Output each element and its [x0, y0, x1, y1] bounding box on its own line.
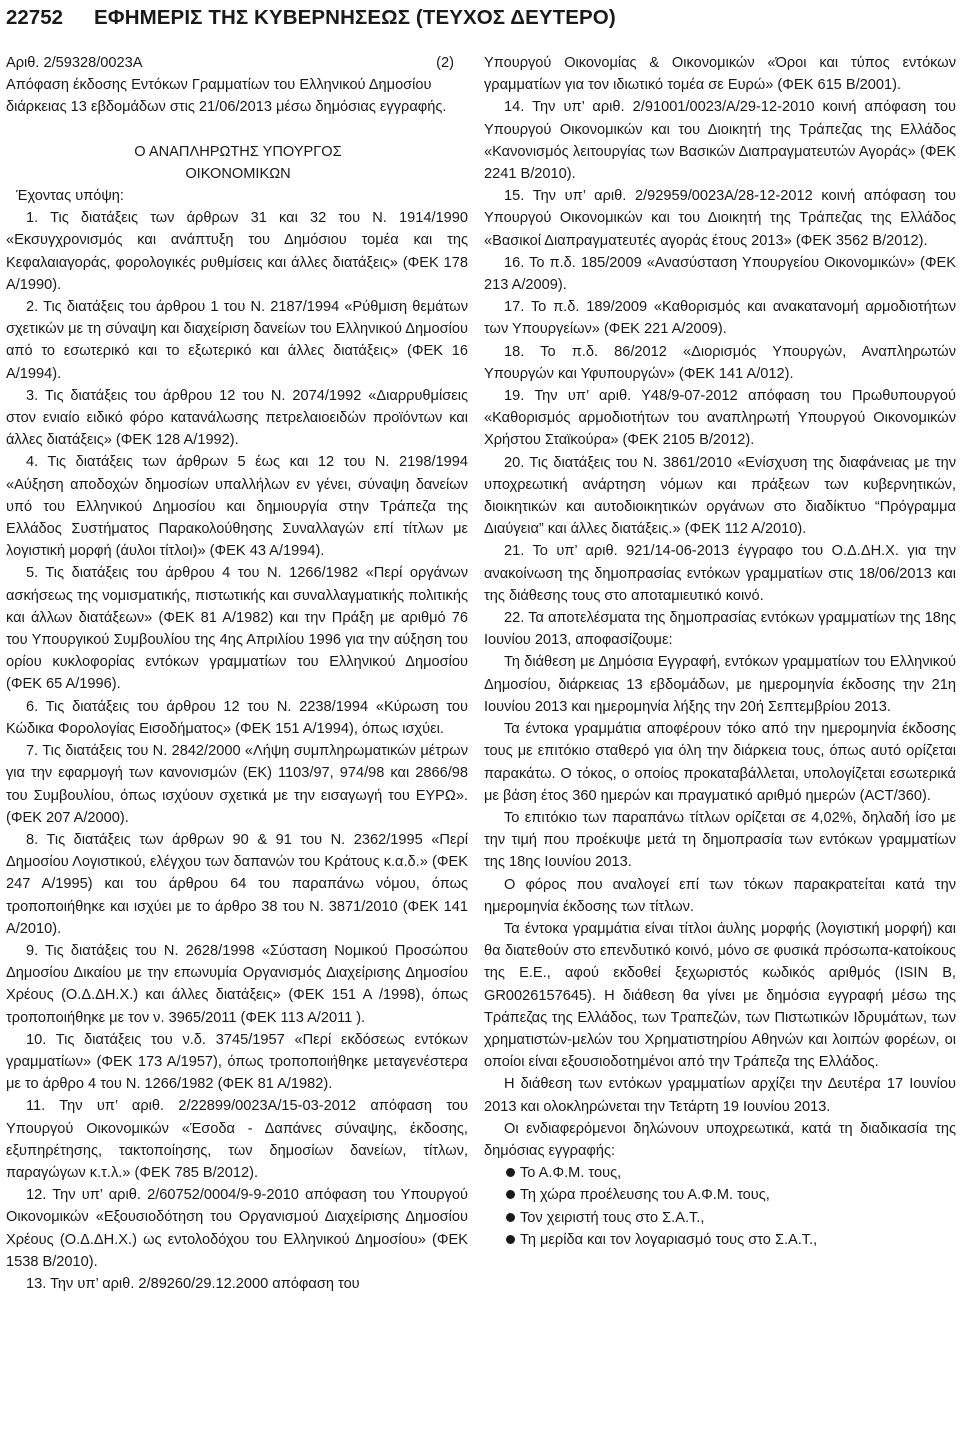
paragraph: 20. Τις διατάξεις του Ν. 3861/2010 «Ενίσχυση της διαφάνειας με την υποχρεωτική ανάρτηση νόμων και πράξεων των κυβερνητικών, διοικητικών και αυτοδιοικητικών οργάνων στο διαδίκτυο “Πρόγραμμα Διαύγεια” και άλλες διατάξεις.» (ΦΕΚ 112 Α/2010). — [484, 454, 956, 538]
paragraph: 13. Την υπ’ αριθ. 2/89260/29.12.2000 απόφαση του — [26, 1275, 360, 1292]
paragraph: 15. Την υπ’ αριθ. 2/92959/0023Α/28-12-2012 κοινή απόφαση του Υπουργού Οικονομικών και του Διοικητή της Τράπεζας της Ελλάδος «Βασικοί Διαπραγματευτές αγοράς έτους 2013» (ΦΕΚ 3562 Β/2012). — [484, 188, 956, 249]
bullet-item — [484, 1207, 956, 1229]
decision-title: Απόφαση έκδοσης Εντόκων Γραμματίων του Ελληνικού Δημοσίου διάρκειας 13 εβδομάδων στις 21/06/2013 μέσω δημόσιας εγγραφής. — [6, 77, 447, 116]
left-column — [6, 52, 468, 1295]
paragraph: 8. Τις διατάξεις των άρθρων 90 & 91 του Ν. 2362/1995 «Περί Δημοσίου Λογιστικού, ελέγχου των δαπανών του Κράτους κ.α.δ.» (ΦΕΚ 247 Α/1995) και του άρθρου 64 του παραπάνω νόμου, όπως τροποποιήθηκε και ισχύει με το άρθρο 38 του Ν. 3871/2010 (ΦΕΚ 141 Α/2010). — [6, 831, 468, 937]
paragraph: 7. Τις διατάξεις του Ν. 2842/2000 «Λήψη συμπληρωματικών μέτρων για την εφαρμογή των κανονισμών (ΕΚ) 1103/97, 974/98 και 2866/98 του Συμβουλίου, όπως ισχύουν σχετικά με την εισαγωγή του ΕΥΡΩ». (ΦΕΚ 207 Α/2000). — [6, 743, 468, 826]
paragraph: 19. Την υπ’ αριθ. Υ48/9-07-2012 απόφαση του Πρωθυπουργού «Καθορισμός αρμοδιοτήτων του αναπληρωτή Υπουργού Οικονομικών Χρήστου Σταϊκούρα» (ΦΕΚ 2105 Β/2012). — [484, 388, 956, 449]
paragraph: Η διάθεση των εντόκων γραμματίων αρχίζει την Δευτέρα 17 Ιουνίου 2013 και ολοκληρώνεται την Τετάρτη 19 Ιουνίου 2013. — [484, 1076, 956, 1115]
bullet-text: Τη χώρα προέλευσης του Α.Φ.Μ. τους, — [520, 1187, 770, 1204]
right-column — [484, 52, 956, 1251]
paragraph: 21. Το υπ’ αριθ. 921/14-06-2013 έγγραφο του Ο.Δ.ΔΗ.Χ. για την ανακοίνωση της δημοπρασίας εντόκων γραμματίων στις 18/06/2013 και της διάθεσης τους στο αποταμιευτικό κοινό. — [484, 543, 956, 604]
paragraph: Υπουργού Οικονομίας & Οικονομικών «Όροι και τύπος εντόκων γραμματίων για τον ιδιωτικό τομέα σε Ευρώ» (ΦΕΚ 615 Β/2001). — [484, 55, 956, 94]
paragraph: 11. Την υπ’ αριθ. 2/22899/0023Α/15-03-2012 απόφαση του Υπουργού Οικονομικών «Έσοδα - Δαπάνες σύναψης, έκδοσης, εξυπηρέτησης, τακτοποίησης, των δημοσίων δανείων, τίτλων, παραγώγων κ.τ.λ.» (ΦΕΚ 785 Β/2012). — [6, 1098, 468, 1181]
paragraph: 10. Τις διατάξεις του ν.δ. 3745/1957 «Περί εκδόσεως εντόκων γραμματίων» (ΦΕΚ 173 Α/1957), όπως τροποποιήθηκε μεταγενέστερα με το άρθρο 4 του Ν. 1266/1982 (ΦΕΚ 81 Α/1982). — [6, 1031, 468, 1093]
bullet-text: Τη μερίδα και τον λογαριασμό τους στο Σ.Α.Τ., — [520, 1231, 818, 1248]
having-regard: Έχοντας υπόψη: — [16, 188, 124, 205]
bullet-dot-icon — [506, 1213, 515, 1222]
paragraph: Οι ενδιαφερόμενοι δηλώνουν υποχρεωτικά, κατά τη διαδικασία της δημόσιας εγγραφής: — [484, 1120, 956, 1159]
bullet-text: Το Α.Φ.Μ. τους, — [520, 1165, 622, 1182]
paragraph: 14. Την υπ’ αριθ. 2/91001/0023/Α/29-12-2010 κοινή απόφαση του Υπουργού Οικονομικών και του Διοικητή της Τράπεζας της Ελλάδος «Κανονισμός λειτουργίας των Βασικών Διαπραγματευτών Αγοράς» (ΦΕΚ 2241 Β/2010). — [484, 99, 956, 183]
bullet-list — [484, 1162, 956, 1251]
paragraph: 18. Το π.δ. 86/2012 «Διορισμός Υπουργών, Αναπληρωτών Υπουργών και Υφυπουργών» (ΦΕΚ 141 Α/012). — [484, 343, 956, 382]
paragraph: 1. Τις διατάξεις των άρθρων 31 και 32 του Ν. 1914/1990 «Εκσυγχρονισμός και ανάπτυξη του Δημόσιου τομέα και της Κεφαλαιαγοράς, φορολογικές ρυθμίσεις και άλλες διατάξεις» (ΦΕΚ 178 Α/1990). — [6, 210, 468, 293]
paragraph: 9. Τις διατάξεις του Ν. 2628/1998 «Σύσταση Νομικού Προσώπου Δημοσίου Δικαίου με την επωνυμία Οργανισμός Διαχείρισης Δημοσίου Χρέους (Ο.Δ.ΔΗ.Χ.) και άλλες διατάξεις» (ΦΕΚ 151 Α /1998), όπως τροποποιήθηκε με τον ν. 3965/2011 (ΦΕΚ 113 Α/2011 ). — [6, 942, 468, 1026]
bullet-item — [484, 1229, 956, 1251]
decision-reference-line — [6, 52, 468, 74]
gazette-title: ΕΦΗΜΕΡΙΣ ΤΗΣ ΚΥΒΕΡΝΗΣΕΩΣ (ΤΕΥΧΟΣ ΔΕΥΤΕΡΟ) — [94, 6, 616, 29]
left-paragraph-list — [6, 207, 468, 1295]
paragraph: Τη διάθεση με Δημόσια Εγγραφή, εντόκων γραμματίων του Ελληνικού Δημοσίου, διάρκειας 13 εβδομάδων, με ημερομηνία έκδοσης την 21η Ιουνίου 2013 και ημερομηνία λήξης την 20ή Σεπτεμβρίου 2013. — [484, 654, 956, 715]
bullet-item — [484, 1162, 956, 1184]
paragraph: Τα έντοκα γραμμάτια αποφέρουν τόκο από την ημερομηνία έκδοσης τους με επιτόκιο σταθερό για όλη την διάρκεια τους, όπως αυτό ορίζεται παρακάτω. Ο τόκος, ο οποίος προκαταβάλλεται, υπολογίζεται εσωτερικά με βάση έτος 360 ημερών και πραγματικό αριθμό ημερών (ACT/360). — [484, 721, 956, 804]
signer-line-1: Ο ΑΝΑΠΛΗΡΩΤΗΣ ΥΠΟΥΡΓΟΣ — [134, 143, 342, 160]
bullet-dot-icon — [506, 1235, 515, 1244]
paragraph: 17. Το π.δ. 189/2009 «Καθορισμός και ανακατανομή αρμοδιοτήτων των Υπουργείων» (ΦΕΚ 221 Α/2009). — [484, 299, 956, 338]
signer-line-2: ΟΙΚΟΝΟΜΙΚΩΝ — [185, 165, 291, 182]
paragraph: 16. Το π.δ. 185/2009 «Ανασύσταση Υπουργείου Οικονομικών» (ΦΕΚ 213 Α/2009). — [484, 254, 956, 294]
bullet-item — [484, 1184, 956, 1206]
paragraph: 22. Τα αποτελέσματα της δημοπρασίας εντόκων γραμματίων της 18ης Ιουνίου 2013, αποφασίζουμε: — [484, 610, 956, 649]
paragraph: 5. Τις διατάξεις του άρθρου 4 του Ν. 1266/1982 «Περί οργάνων ασκήσεως της νομισματικής, πιστωτικής και συναλλαγματικής πολιτικής και άλλων διατάξεων» (ΦΕΚ 81 Α/1982) και την Πράξη με αριθμό 76 του Υπουργικού Συμβουλίου της 4ης Απριλίου 1996 για την αύξηση του ορίου κυκλοφορίας εντόκων γραμματίων του Ελληνικού Δημοσίου (ΦΕΚ 65 Α/1996). — [6, 565, 468, 693]
paragraph: 12. Την υπ’ αριθ. 2/60752/0004/9-9-2010 απόφαση του Υπουργού Οικονομικών «Εξουσιοδότηση του Οργανισμού Διαχείρισης Δημοσίου Χρέους (Ο.Δ.ΔΗ.Χ.) ως εντολοδόχου του Ελληνικού Δημοσίου» (ΦΕΚ 1538 Β/2010). — [6, 1187, 468, 1270]
decision-reference: Αριθ. 2/59328/0023Α — [6, 55, 143, 71]
paragraph: Ο φόρος που αναλογεί επί των τόκων παρακρατείται κατά την ημερομηνία έκδοσης των τίτλων. — [484, 876, 956, 915]
paragraph: 6. Τις διατάξεις του άρθρου 12 του Ν. 2238/1994 «Κύρωση του Κώδικα Φορολογίας Εισοδήματος» (ΦΕΚ 151 Α/1994), όπως ισχύει. — [6, 698, 468, 737]
paragraph: Τα έντοκα γραμμάτια είναι τίτλοι άυλης μορφής (λογιστική μορφή) και θα διατεθούν στο επενδυτικό κοινό, μόνο σε φυσικά πρόσωπα-κατοίκους της Ε.Ε., αφού εκδοθεί ξεχωριστός κωδικός αριθμός (ISIN Β, GR0026157645). Η διάθεση θα γίνει με δημόσια εγγραφή μέσω της Τράπεζας της Ελλάδος, των Τραπεζών, των Πιστωτικών Ιδρυμάτων, των χρηματιστών-μελών του Χρηματιστηρίου Αθηνών και λοιπών φορέων, οι οποίοι είναι εξουσιοδοτημένοι από την Τράπεζα της Ελλάδος. — [484, 920, 956, 1071]
decision-number: (2) — [436, 55, 454, 71]
paragraph: 4. Τις διατάξεις των άρθρων 5 έως και 12 του Ν. 2198/1994 «Αύξηση αποδοχών δημοσίων υπαλλήλων εν γένει, σύναψη δανείων υπό του Ελληνικού Δημοσίου και δημιουργία στην Τράπεζα της Ελλάδος Συστήματος Παρακολούθησης Συναλλαγών επί τίτλων με λογιστική μορφή (άυλοι τίτλοι)» (ΦΕΚ 43 Α/1994). — [6, 454, 468, 560]
page-number: 22752 — [6, 6, 64, 29]
right-paragraph-list — [484, 52, 956, 1162]
paragraph: 3. Τις διατάξεις του άρθρου 12 του Ν. 2074/1992 «Διαρρυθμίσεις στον ενιαίο ειδικό φόρο κατανάλωσης πετρελαιοειδών προϊόντων και άλλες διατάξεις» (ΦΕΚ 128 Α/1992). — [6, 387, 468, 449]
paragraph: Το επιτόκιο των παραπάνω τίτλων ορίζεται σε 4,02%, δηλαδή ίσο με την τιμή που προέκυψε μετά τη δημοπρασία των εντόκων γραμματίων της 18ης Ιουνίου 2013. — [484, 809, 956, 871]
bullet-text: Τον χειριστή τους στο Σ.Α.Τ., — [520, 1209, 705, 1226]
page-header — [6, 2, 954, 34]
paragraph: 2. Τις διατάξεις του άρθρου 1 του Ν. 2187/1994 «Ρύθμιση θεμάτων σχετικών με τη σύναψη και διαχείριση δανείων του Ελληνικού Δημοσίου από το εσωτερικό και το εξωτερικό και άλλες διατάξεις» (ΦΕΚ 16 Α/1994). — [6, 299, 468, 382]
